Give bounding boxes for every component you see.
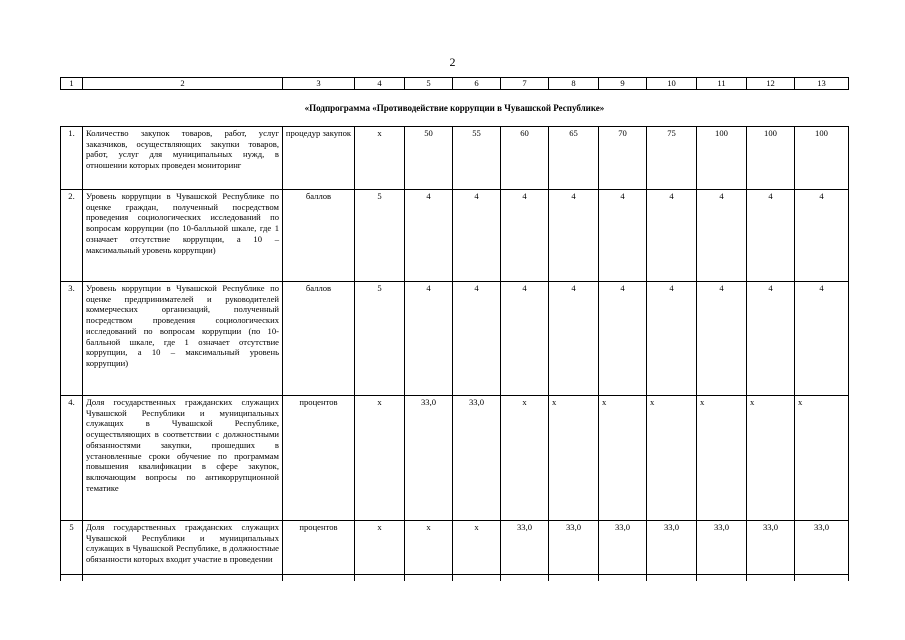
row-number: 5 bbox=[61, 521, 83, 581]
table-row bbox=[61, 396, 849, 521]
row-number: 1. bbox=[61, 127, 83, 190]
unit-cell: баллов bbox=[283, 190, 355, 282]
header-cell: 1 bbox=[61, 78, 83, 90]
indicator-name: Уровень коррупции в Чувашской Республике по оценке предпринимателей и руководителей коммерческих организаций, полученный посредством проведения социологических исследований по вопросам коррупции (по 10-балльной шкале, где 1 означает отсутствие коррупции, а 10 – максимальный уровень коррупции) bbox=[83, 282, 283, 396]
column-number-header bbox=[61, 78, 849, 90]
value-cell: 33,0 bbox=[453, 396, 501, 521]
indicator-name: Доля государственных гражданских служащих Чувашской Республики и муниципальных служащих в Чувашской Республике, осуществляющих в соответствии с должностными обязанностями закупки, прошедших в установленные сроки обучение по программам повышения квалификации в сфере закупок, включающим вопросы по антикоррупционной тематике bbox=[83, 396, 283, 521]
subprogram-row bbox=[61, 90, 849, 127]
value-cell: х bbox=[647, 396, 697, 521]
header-cell: 9 bbox=[599, 78, 647, 90]
value-cell: 4 bbox=[453, 282, 501, 396]
value-cell: 4 bbox=[647, 190, 697, 282]
indicator-name: Уровень коррупции в Чувашской Республике по оценке граждан, полученный посредством проведения социологических исследований по вопросам коррупции (по 10-балльной шкале, где 1 означает отсутствие коррупции, а 10 – максимальный уровень коррупции) bbox=[83, 190, 283, 282]
value-cell: 5 bbox=[355, 190, 405, 282]
header-cell: 3 bbox=[283, 78, 355, 90]
value-cell: 50 bbox=[405, 127, 453, 190]
value-cell: 4 bbox=[405, 282, 453, 396]
value-cell: 60 bbox=[501, 127, 549, 190]
header-cell: 2 bbox=[83, 78, 283, 90]
value-cell: 4 bbox=[599, 190, 647, 282]
value-cell: х bbox=[599, 396, 647, 521]
value-cell: 4 bbox=[549, 282, 599, 396]
table-row bbox=[61, 190, 849, 282]
value-cell: 75 bbox=[647, 127, 697, 190]
value-cell: 100 bbox=[697, 127, 747, 190]
value-cell: 33,0 bbox=[795, 521, 849, 581]
value-cell: 5 bbox=[355, 282, 405, 396]
header-cell: 6 bbox=[453, 78, 501, 90]
value-cell: 33,0 bbox=[501, 521, 549, 581]
indicators-table bbox=[60, 77, 849, 581]
header-cell: 5 bbox=[405, 78, 453, 90]
value-cell: 55 bbox=[453, 127, 501, 190]
page-number: 2 bbox=[449, 55, 456, 69]
unit-cell: процентов bbox=[283, 396, 355, 521]
header-cell: 12 bbox=[747, 78, 795, 90]
value-cell: 4 bbox=[747, 282, 795, 396]
value-cell: х bbox=[501, 396, 549, 521]
unit-cell: процентов bbox=[283, 521, 355, 581]
subprogram-title: «Подпрограмма «Противодействие коррупции в Чувашской Республике» bbox=[304, 102, 605, 113]
value-cell: 4 bbox=[795, 190, 849, 282]
indicator-name: Доля государственных гражданских служащих Чувашской Республики и муниципальных служащих в Чувашской Республике, в должностные обязанности которых входит участие в проведении bbox=[83, 521, 283, 581]
value-cell: 33,0 bbox=[599, 521, 647, 581]
row-number: 4. bbox=[61, 396, 83, 521]
header-cell: 11 bbox=[697, 78, 747, 90]
value-cell: 4 bbox=[549, 190, 599, 282]
table-bottom-border bbox=[60, 574, 848, 575]
value-cell: 4 bbox=[453, 190, 501, 282]
value-cell: х bbox=[747, 396, 795, 521]
value-cell: 70 bbox=[599, 127, 647, 190]
value-cell: х bbox=[697, 396, 747, 521]
value-cell: х bbox=[453, 521, 501, 581]
value-cell: 4 bbox=[501, 282, 549, 396]
value-cell: 4 bbox=[697, 282, 747, 396]
value-cell: 33,0 bbox=[647, 521, 697, 581]
indicator-name: Количество закупок товаров, работ, услуг заказчиков, осуществляющих закупки товаров, работ, услуг для муниципальных нужд, в отношении которых проведен мониторинг bbox=[83, 127, 283, 190]
header-cell: 8 bbox=[549, 78, 599, 90]
table-row bbox=[61, 127, 849, 190]
value-cell: х bbox=[405, 521, 453, 581]
value-cell: х bbox=[355, 521, 405, 581]
value-cell: 33,0 bbox=[697, 521, 747, 581]
table-row bbox=[61, 282, 849, 396]
header-cell: 7 bbox=[501, 78, 549, 90]
value-cell: 4 bbox=[795, 282, 849, 396]
row-number: 2. bbox=[61, 190, 83, 282]
value-cell: 4 bbox=[599, 282, 647, 396]
value-cell: 33,0 bbox=[549, 521, 599, 581]
value-cell: 4 bbox=[501, 190, 549, 282]
header-cell: 13 bbox=[795, 78, 849, 90]
unit-cell: баллов bbox=[283, 282, 355, 396]
value-cell: 4 bbox=[697, 190, 747, 282]
value-cell: х bbox=[355, 127, 405, 190]
unit-cell: процедур закупок bbox=[283, 127, 355, 190]
value-cell: х bbox=[549, 396, 599, 521]
value-cell: 65 bbox=[549, 127, 599, 190]
value-cell: 100 bbox=[795, 127, 849, 190]
value-cell: 4 bbox=[747, 190, 795, 282]
value-cell: 33,0 bbox=[405, 396, 453, 521]
row-number: 3. bbox=[61, 282, 83, 396]
value-cell: 4 bbox=[647, 282, 697, 396]
value-cell: х bbox=[355, 396, 405, 521]
value-cell: 4 bbox=[405, 190, 453, 282]
value-cell: 100 bbox=[747, 127, 795, 190]
value-cell: 33,0 bbox=[747, 521, 795, 581]
header-cell: 4 bbox=[355, 78, 405, 90]
table-row bbox=[61, 521, 849, 581]
value-cell: х bbox=[795, 396, 849, 521]
header-cell: 10 bbox=[647, 78, 697, 90]
